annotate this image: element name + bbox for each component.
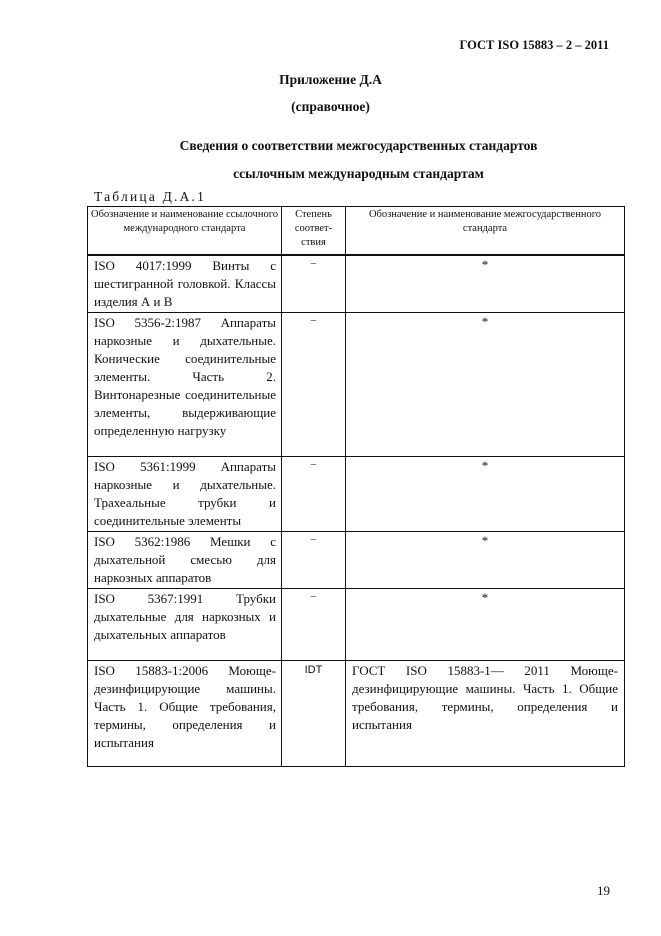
page-number: 19 [597, 883, 610, 898]
cell-interstate-standard: * [346, 313, 625, 457]
table-row [88, 661, 625, 767]
cell-degree: – [282, 255, 346, 313]
header-interstate-standard: Обозначение и наименование межгосударственного стандарта [346, 207, 625, 256]
table-row [88, 255, 625, 313]
annex-type: (справочное) [291, 99, 370, 114]
cell-interstate-standard: * [346, 532, 625, 589]
cell-reference-standard: ISO 4017:1999 Винты с шестигранной головкой. Классы изделия А и В [88, 255, 282, 313]
cell-reference-standard: ISO 15883-1:2006 Моюще-дезинфицирующие машины. Часть 1. Общие требования, термины, определения и испытания [88, 661, 282, 767]
cell-interstate-standard: ГОСТ ISO 15883-1— 2011 Моюще-дезинфицирующие машины. Часть 1. Общие требования, термины, определения и испытания [346, 661, 625, 767]
cell-degree: – [282, 457, 346, 532]
table-header-row [88, 207, 625, 256]
cell-interstate-standard: * [346, 255, 625, 313]
table-row [88, 313, 625, 457]
table-label: Таблица Д.А.1 [94, 189, 207, 204]
cell-reference-standard: ISO 5367:1991 Трубки дыхательные для наркозных и дыхательных аппаратов [88, 589, 282, 661]
header-degree-of-conformity: Степень соответ-ствия [282, 207, 346, 256]
cell-degree: IDT [282, 661, 346, 767]
table-row [88, 589, 625, 661]
annex-title: Приложение Д.А [279, 72, 382, 87]
cell-degree: – [282, 313, 346, 457]
cell-interstate-standard: * [346, 589, 625, 661]
annex-heading-line1: Сведения о соответствии межгосударственных стандартов [179, 138, 538, 153]
cell-degree: – [282, 589, 346, 661]
cell-degree: – [282, 532, 346, 589]
annex-heading-line2: ссылочным международным стандартам [233, 166, 484, 181]
header-international-standard: Обозначение и наименование ссылочного международного стандарта [88, 207, 282, 256]
cell-interstate-standard: * [346, 457, 625, 532]
document-code: ГОСТ ISO 15883 – 2 – 2011 [459, 38, 609, 52]
table-row [88, 532, 625, 589]
correspondence-table [87, 206, 625, 767]
cell-reference-standard: ISO 5362:1986 Мешки с дыхательной смесью для наркозных аппаратов [88, 532, 282, 589]
table-row [88, 457, 625, 532]
cell-reference-standard: ISO 5356-2:1987 Аппараты наркозные и дыхательные. Конические соединительные элементы. Часть 2. Винтонарезные соединительные элементы, выдерживающие определенную нагрузку [88, 313, 282, 457]
cell-reference-standard: ISO 5361:1999 Аппараты наркозные и дыхательные. Трахеальные трубки и соединительные элементы [88, 457, 282, 532]
